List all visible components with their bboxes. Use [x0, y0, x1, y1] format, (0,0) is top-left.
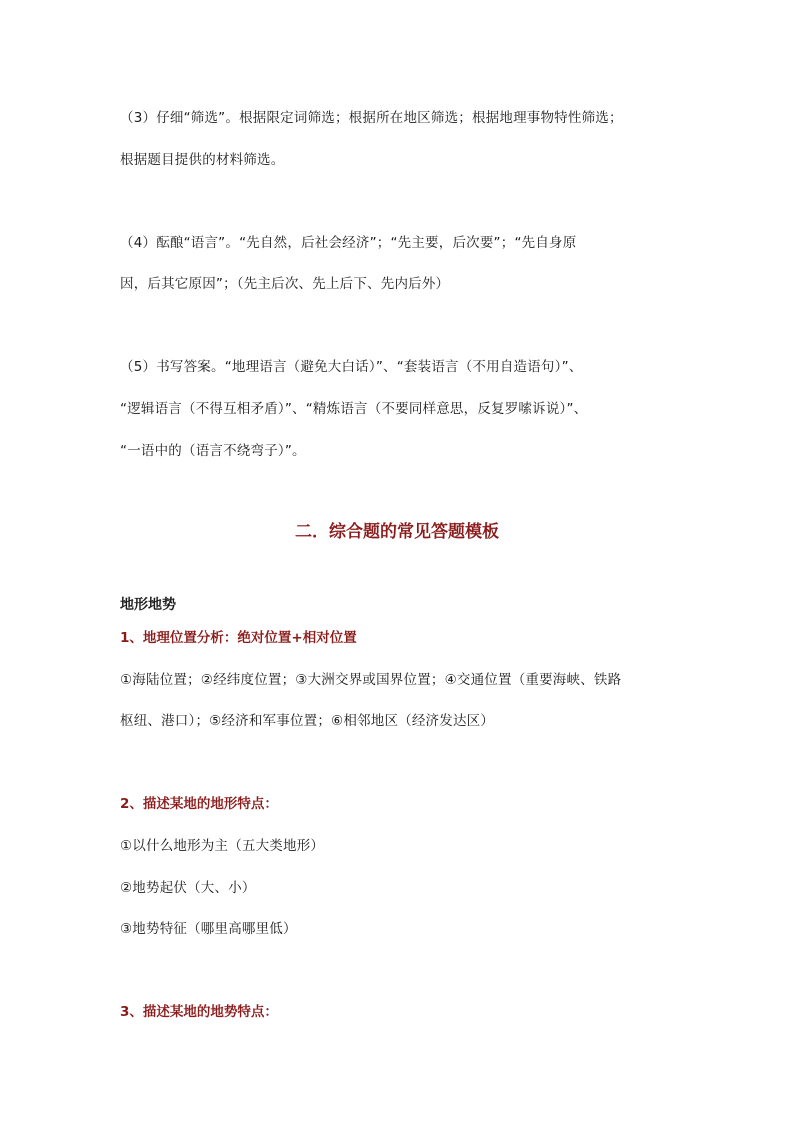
paragraph-4-line-2: 因，后其它原因”；（先主后次、先上后下、先内后外）	[120, 276, 450, 292]
item-2-line-3: ③地势特征（哪里高哪里低）	[120, 921, 297, 937]
item-2-line-2: ②地势起伏（大、小）	[120, 880, 256, 896]
item-2-heading: 2、描述某地的地形特点：	[120, 796, 278, 812]
section-title: 二．综合题的常见答题模板	[295, 522, 499, 542]
item-2-line-1: ①以什么地形为主（五大类地形）	[120, 838, 325, 854]
item-3-heading: 3、描述某地的地势特点：	[120, 1004, 278, 1020]
paragraph-5-line-2: “逻辑语言（不得互相矛盾）”、“精炼语言（不要同样意思，反复罗嗦诉说）”、	[120, 401, 588, 417]
paragraph-4-line-1: （4）酝酿“语言”。“先自然，后社会经济”；“先主要，后次要”；“先自身原	[120, 235, 577, 251]
paragraph-5-line-1: （5）书写答案。“地理语言（避免大白话）”、“套装语言（不用自造语句）”、	[120, 359, 583, 375]
item-1-line-2: 枢纽、港口）；⑤经济和军事位置；⑥相邻地区（经济发达区）	[120, 713, 495, 729]
paragraph-3-line-1: （3）仔细“筛选”。根据限定词筛选；根据所在地区筛选；根据地理事物特性筛选；	[120, 110, 623, 126]
subsection-title: 地形地势	[120, 597, 176, 613]
paragraph-3-line-2: 根据题目提供的材料筛选。	[120, 152, 285, 168]
item-1-heading: 1、地理位置分析：绝对位置+相对位置	[120, 630, 357, 646]
item-1-line-1: ①海陆位置；②经纬度位置；③大洲交界或国界位置；④交通位置（重要海峡、铁路	[120, 672, 622, 688]
paragraph-5-line-3: “一语中的（语言不绕弯子）”。	[120, 443, 306, 459]
